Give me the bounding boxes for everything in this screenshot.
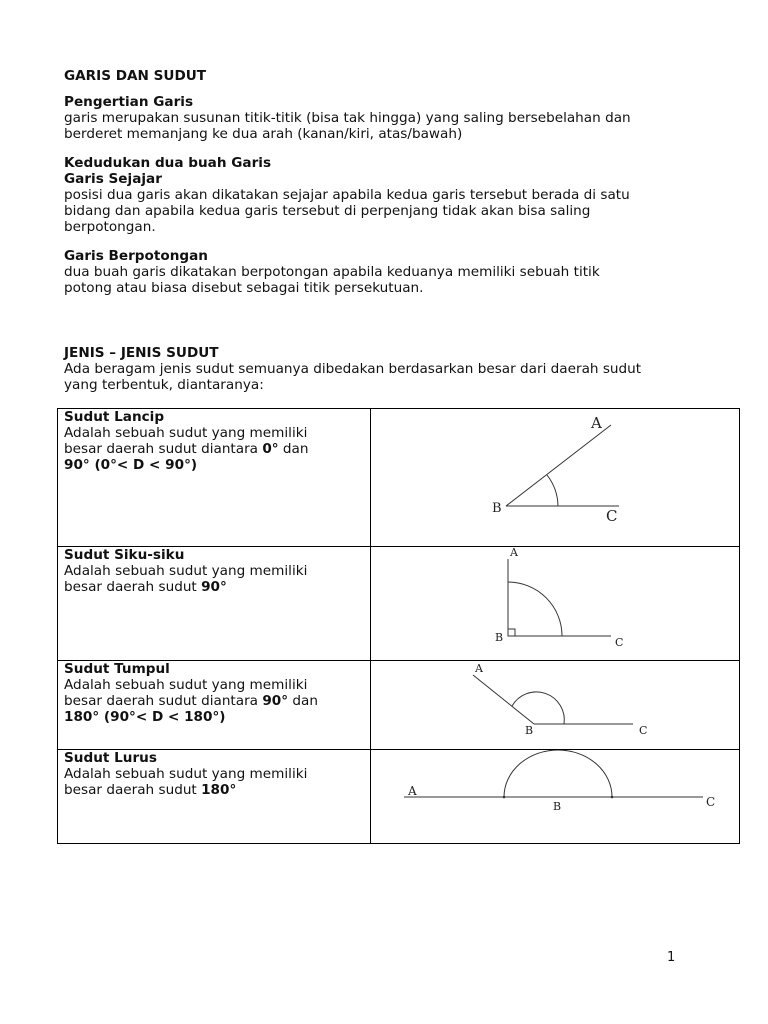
desc-line: Adalah sebuah sudut yang memiliki: [64, 766, 308, 782]
desc-text: besar daerah sudut: [64, 782, 202, 798]
desc-line: 180° (90°< D < 180°): [64, 709, 226, 725]
section-kedudukan: [64, 155, 684, 235]
angle-name: Sudut Siku-siku: [64, 547, 185, 563]
table-row: [58, 750, 740, 844]
page-number: 1: [667, 950, 676, 965]
section-heading: Pengertian Garis: [64, 94, 194, 110]
desc-line: Adalah sebuah sudut yang memiliki: [64, 677, 308, 693]
section-heading: JENIS – JENIS SUDUT: [64, 345, 219, 361]
angle-name: Sudut Tumpul: [64, 661, 170, 677]
point-c-label: C: [706, 795, 716, 809]
table-row: [58, 547, 740, 661]
point-a-label: A: [408, 784, 417, 798]
section-heading: Kedudukan dua buah Garis: [64, 155, 272, 171]
acute-angle-diagram: [371, 409, 751, 546]
angle-figure-cell: [371, 661, 740, 750]
desc-line: [64, 579, 364, 595]
angle-figure-cell: [371, 409, 740, 547]
table-row: [58, 661, 740, 750]
paragraph-line: posisi dua garis akan dikatakan sejajar apabila kedua garis tersebut berada di satu: [64, 187, 630, 203]
paragraph-line: yang terbentuk, diantaranya:: [64, 377, 264, 393]
angle-figure-cell: [371, 750, 740, 844]
point-a-label: A: [510, 547, 518, 559]
desc-text: besar daerah sudut diantara: [64, 693, 263, 709]
angle-figure-cell: [371, 547, 740, 661]
point-b-label: B: [553, 800, 562, 813]
paragraph-line: Ada beragam jenis sudut semuanya dibedakan berdasarkan besar dari daerah sudut: [64, 361, 642, 377]
document-title: GARIS DAN SUDUT: [64, 68, 207, 84]
table-row: [58, 409, 740, 547]
paragraph-line: potong atau biasa disebut sebagai titik persekutuan.: [64, 280, 424, 296]
angle-description-cell: [58, 661, 371, 750]
section-garis-berpotongan: [64, 248, 684, 296]
point-c-label: C: [615, 636, 624, 649]
section-jenis-sudut: [64, 345, 684, 393]
point-b-label: B: [492, 501, 502, 516]
desc-line: 90° (0°< D < 90°): [64, 457, 198, 473]
desc-line: Adalah sebuah sudut yang memiliki: [64, 425, 308, 441]
desc-text: dan: [288, 693, 318, 709]
paragraph-line: berderet memanjang ke dua arah (kanan/kiri, atas/bawah): [64, 126, 463, 142]
point-b-label: B: [525, 724, 534, 737]
desc-text: dan: [278, 441, 309, 457]
angle-types-table: [57, 408, 740, 844]
desc-bold: 90°: [262, 693, 289, 709]
point-b-label: B: [495, 631, 504, 644]
desc-line: [64, 441, 364, 457]
point-a-label: A: [475, 662, 483, 675]
angle-name: Sudut Lurus: [64, 750, 157, 766]
desc-bold: 0°: [262, 441, 279, 457]
desc-text: besar daerah sudut diantara: [64, 441, 263, 457]
angle-description-cell: [58, 547, 371, 661]
right-angle-diagram: [371, 547, 751, 660]
subsection-heading: Garis Sejajar: [64, 171, 162, 187]
desc-bold: 90°: [201, 579, 227, 595]
angle-description-cell: [58, 750, 371, 844]
paragraph-line: bidang dan apabila kedua garis tersebut di perpenjang tidak akan bisa saling: [64, 203, 591, 219]
paragraph-line: dua buah garis dikatakan berpotongan apabila keduanya memiliki sebuah titik: [64, 264, 600, 280]
point-c-label: C: [639, 724, 648, 737]
paragraph-line: garis merupakan susunan titik-titik (bisa tak hingga) yang saling bersebelahan dan: [64, 110, 631, 126]
desc-bold: 180°: [201, 782, 237, 798]
section-pengertian-garis: [64, 94, 684, 142]
obtuse-angle-diagram: [371, 661, 751, 749]
desc-line: [64, 693, 364, 709]
point-c-label: C: [606, 507, 618, 525]
angle-description-cell: [58, 409, 371, 547]
desc-text: besar daerah sudut: [64, 579, 202, 595]
paragraph-line: berpotongan.: [64, 219, 156, 235]
straight-angle-diagram: [371, 750, 751, 843]
desc-line: Adalah sebuah sudut yang memiliki: [64, 563, 308, 579]
subsection-heading: Garis Berpotongan: [64, 248, 208, 264]
desc-line: [64, 782, 364, 798]
angle-name: Sudut Lancip: [64, 409, 165, 425]
point-a-label: A: [591, 414, 602, 432]
